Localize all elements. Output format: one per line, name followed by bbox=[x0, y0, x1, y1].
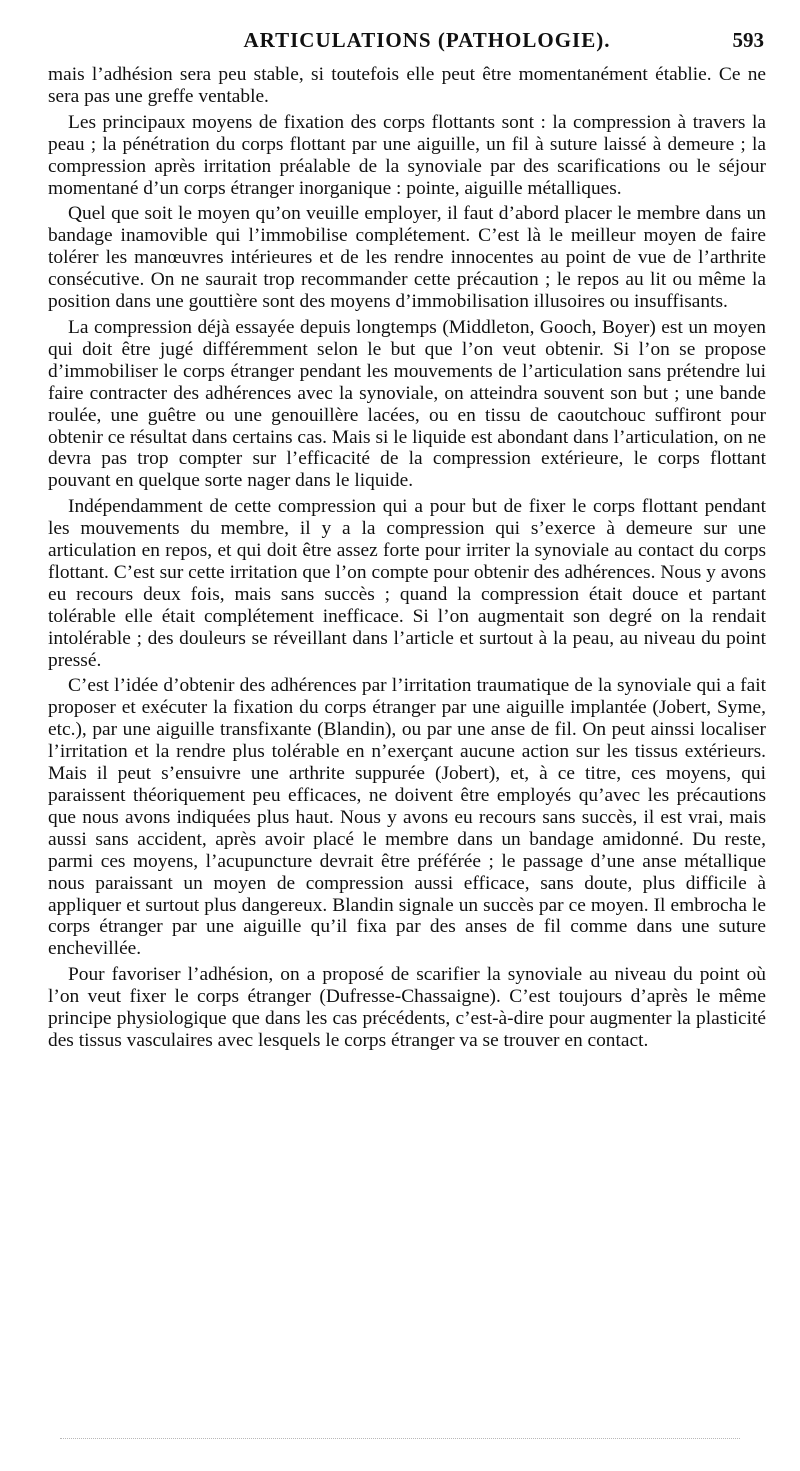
running-header bbox=[48, 28, 766, 58]
paragraph-compression: La compression déjà essayée depuis longtemps (Middleton, Gooch, Boyer) est un moyen qui doit être jugé différemment selon le but que l’on veut obtenir. Si l’on se propose d’immobiliser le corps étranger pendant les mouvements de l’articulation sans prétendre lui faire contracter des adhérences avec la synoviale, on atteindra souvent son but ; une bande roulée, une guêtre ou une genouillère lacées, ou en tissu de caoutchouc suffiront pour obtenir ce résultat dans certains cas. Mais si le liquide est abondant dans l’articulation, on ne devra pas trop compter sur l’efficacité de la compression extérieure, le corps flottant pouvant en quelque sorte nager dans le liquide. bbox=[48, 316, 766, 492]
paragraph-permanent-compression: Indépendamment de cette compression qui a pour but de fixer le corps flottant pendant les mouvements du membre, il y a la compression qui s’exerce à demeure sur une articulation en repos, et qui doit être assez forte pour irriter la synoviale au contact du corps flottant. C’est sur cette irritation que l’on compte pour obtenir des adhérences. Nous y avons eu recours deux fois, mais sans succès ; quand la compression était douce et partant tolérable elle était complétement inefficace. Si l’on augmentait son degré on la rendait intolérable ; des douleurs se réveillant dans l’article et surtout à la peau, au niveau du point pressé. bbox=[48, 496, 766, 671]
page-number: 593 bbox=[732, 28, 764, 52]
running-title: ARTICULATIONS (PATHOLOGIE). bbox=[243, 28, 611, 52]
paragraph-traumatic-irritation: C’est l’idée d’obtenir des adhérences par l’irritation traumatique de la synoviale qui a fait proposer et exécuter la fixation du corps étranger par une aiguille implantée (Jobert, Syme, etc.), par une aiguille transfixante (Blandin), ou par une anse de fil. On peut ainssi localiser l’irritation et la rendre plus tolérable en n’exerçant aucune action sur les tissus extérieurs. Mais il peut s’ensuivre une arthrite suppurée (Jobert), et, à ce titre, ces moyens, qui paraissent théoriquement peu efficaces, ne doivent être employés qu’avec les précautions que nous avons indiquées plus haut. Nous y avons eu recours sans succès, il est vrai, mais aussi sans accident, après avoir placé le membre dans un bandage amidonné. Du reste, parmi ces moyens, l’acupuncture devrait être préférée ; le passage d’une anse métallique nous paraissant un moyen de compression aussi efficace, sans doute, plus difficile à appliquer et surtout plus dangereux. Blandin signale un succès par ce moyen. Il embrocha le corps étranger par une aiguille qu’il fixa par des anses de fil comme dans une suture enchevillée. bbox=[48, 675, 766, 960]
paragraph-immobilisation: Quel que soit le moyen qu’on veuille employer, il faut d’abord placer le membre dans un bandage inamovible qui l’immobilise complétement. C’est là le meilleur moyen de faire tolérer les manœuvres intérieures et de les rendre innocentes au point de vue de l’arthrite consécutive. On ne saurait trop recommander cette précaution ; le repos au lit ou même la position dans une gouttière sont des moyens d’immobilisation illusoires ou insuffisants. bbox=[48, 203, 766, 313]
paragraph-fixation-methods: Les principaux moyens de fixation des corps flottants sont : la compression à travers la peau ; la pénétration du corps flottant par une aiguille, un fil à suture laissé à demeure ; la compression après irritation préalable de la synoviale par des scarifications ou le séjour momentané d’un corps étranger inorganique : pointe, aiguille métalliques. bbox=[48, 111, 766, 199]
body-text bbox=[48, 64, 766, 1052]
footer-rule bbox=[60, 1438, 740, 1439]
paragraph-scarification: Pour favoriser l’adhésion, on a proposé de scarifier la synoviale au niveau du point où l’on veut fixer le corps étranger (Dufresse-Chassaigne). C’est toujours d’après le même principe physiologique que dans les cas précédents, c’est-à-dire pour augmenter la plasticité des tissus vasculaires avec lesquels le corps étranger va se trouver en contact. bbox=[48, 964, 766, 1051]
paragraph-continuation: mais l’adhésion sera peu stable, si toutefois elle peut être momentanément établie. Ce ne sera pas une greffe ventable. bbox=[48, 64, 766, 107]
